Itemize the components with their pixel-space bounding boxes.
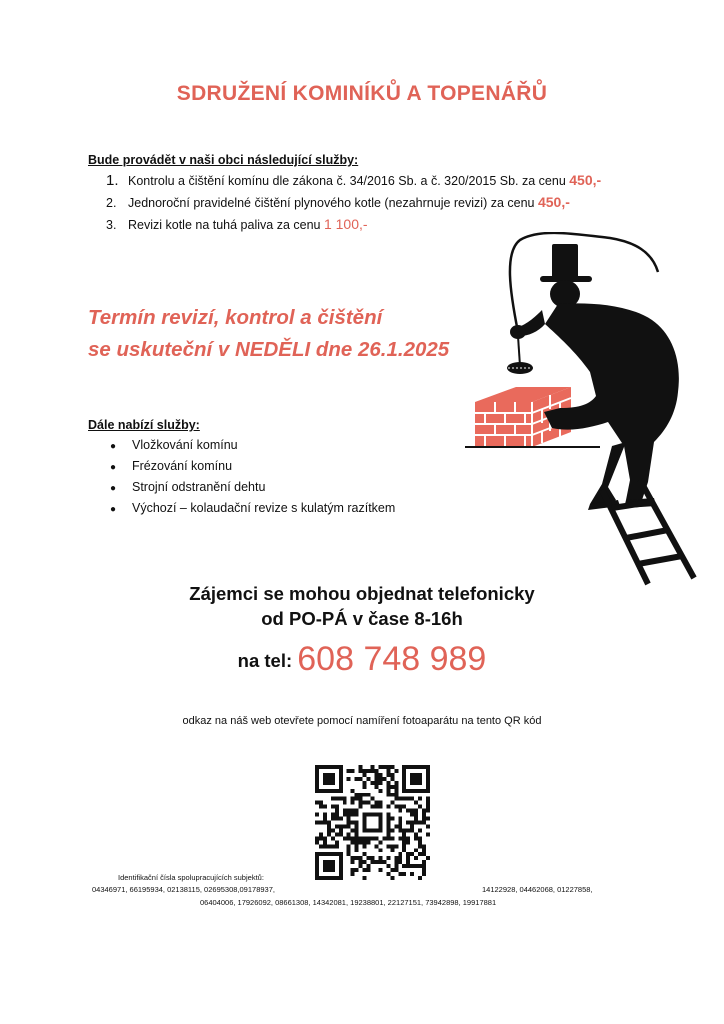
service-price: 1 100,- (323, 216, 368, 232)
service-text: Kontrolu a čištění komínu dle zákona č. 34/2016 Sb. a č. 320/2015 Sb. za cenu (128, 174, 570, 188)
contact-line-1: Zájemci se mohou objednat telefonicky (189, 583, 535, 604)
ids-line-2: 06404006, 17926092, 08661308, 14342081, 19238801, 22127151, 73942898, 19917881 (200, 898, 497, 907)
qr-code[interactable] (315, 765, 430, 880)
services-intro: Bude provádět v naši obci následující služby: (88, 153, 359, 167)
bullet: ● (110, 462, 117, 473)
service-item-1 (106, 172, 601, 189)
additional-service-label: Vložkování komínu (132, 438, 238, 452)
qr-code-graphic (315, 765, 430, 880)
ids-line-1-left: 04346971, 66195934, 02138115, 02695308,09178937, (92, 885, 275, 894)
additional-service-label: Výchozí – kolaudační revize s kulatým razítkem (132, 501, 396, 515)
additional-service-item (110, 438, 238, 452)
ids-line-1-right: 14122928, 04462068, 01227858, (482, 885, 593, 894)
contact-line-2: od PO-PÁ v čase 8-16h (261, 608, 463, 629)
sweep-figure (510, 244, 679, 510)
additional-service-label: Frézování komínu (132, 459, 233, 473)
chimney-brush (507, 362, 533, 374)
chimney-sweep-illustration (440, 232, 700, 592)
ladder (602, 480, 694, 584)
ids-heading: Identifikační čísla spolupracujících subjektů: (118, 873, 264, 882)
phone-label: na tel: (237, 650, 298, 671)
brush-rod (518, 336, 520, 366)
service-item-2 (106, 194, 570, 210)
service-text: Revizi kotle na tuhá paliva za cenu (128, 218, 324, 232)
phone-number[interactable]: 608 748 989 (297, 640, 487, 678)
additional-service-item (110, 501, 395, 515)
additional-service-item (110, 459, 232, 473)
additional-service-item (110, 480, 265, 494)
term-line-2: se uskuteční v NEDĚLI dne 26.1.2025 (88, 338, 450, 361)
service-price: 450,- (537, 194, 570, 210)
phone-row (0, 640, 724, 679)
service-number: 2. (106, 196, 117, 210)
term-line-1: Termín revizí, kontrol a čištění (88, 306, 383, 329)
bullet: ● (110, 483, 117, 494)
service-price: 450,- (569, 172, 602, 188)
additional-services-heading: Dále nabízí služby: (88, 418, 200, 432)
service-number: 1. (106, 172, 119, 189)
bullet: ● (110, 504, 117, 515)
page-title: SDRUŽENÍ KOMINÍKŮ A TOPENÁŘŮ (176, 82, 548, 105)
qr-instruction: odkaz na náš web otevřete pomocí namíření fotoaparátu na tento QR kód (182, 715, 542, 727)
bullet: ● (110, 441, 117, 452)
service-text: Jednoroční pravidelné čištění plynového kotle (nezahrnuje revizi) za cenu (128, 196, 538, 210)
additional-service-label: Strojní odstranění dehtu (132, 480, 266, 494)
service-item-3 (106, 216, 368, 232)
service-number: 3. (106, 218, 117, 232)
